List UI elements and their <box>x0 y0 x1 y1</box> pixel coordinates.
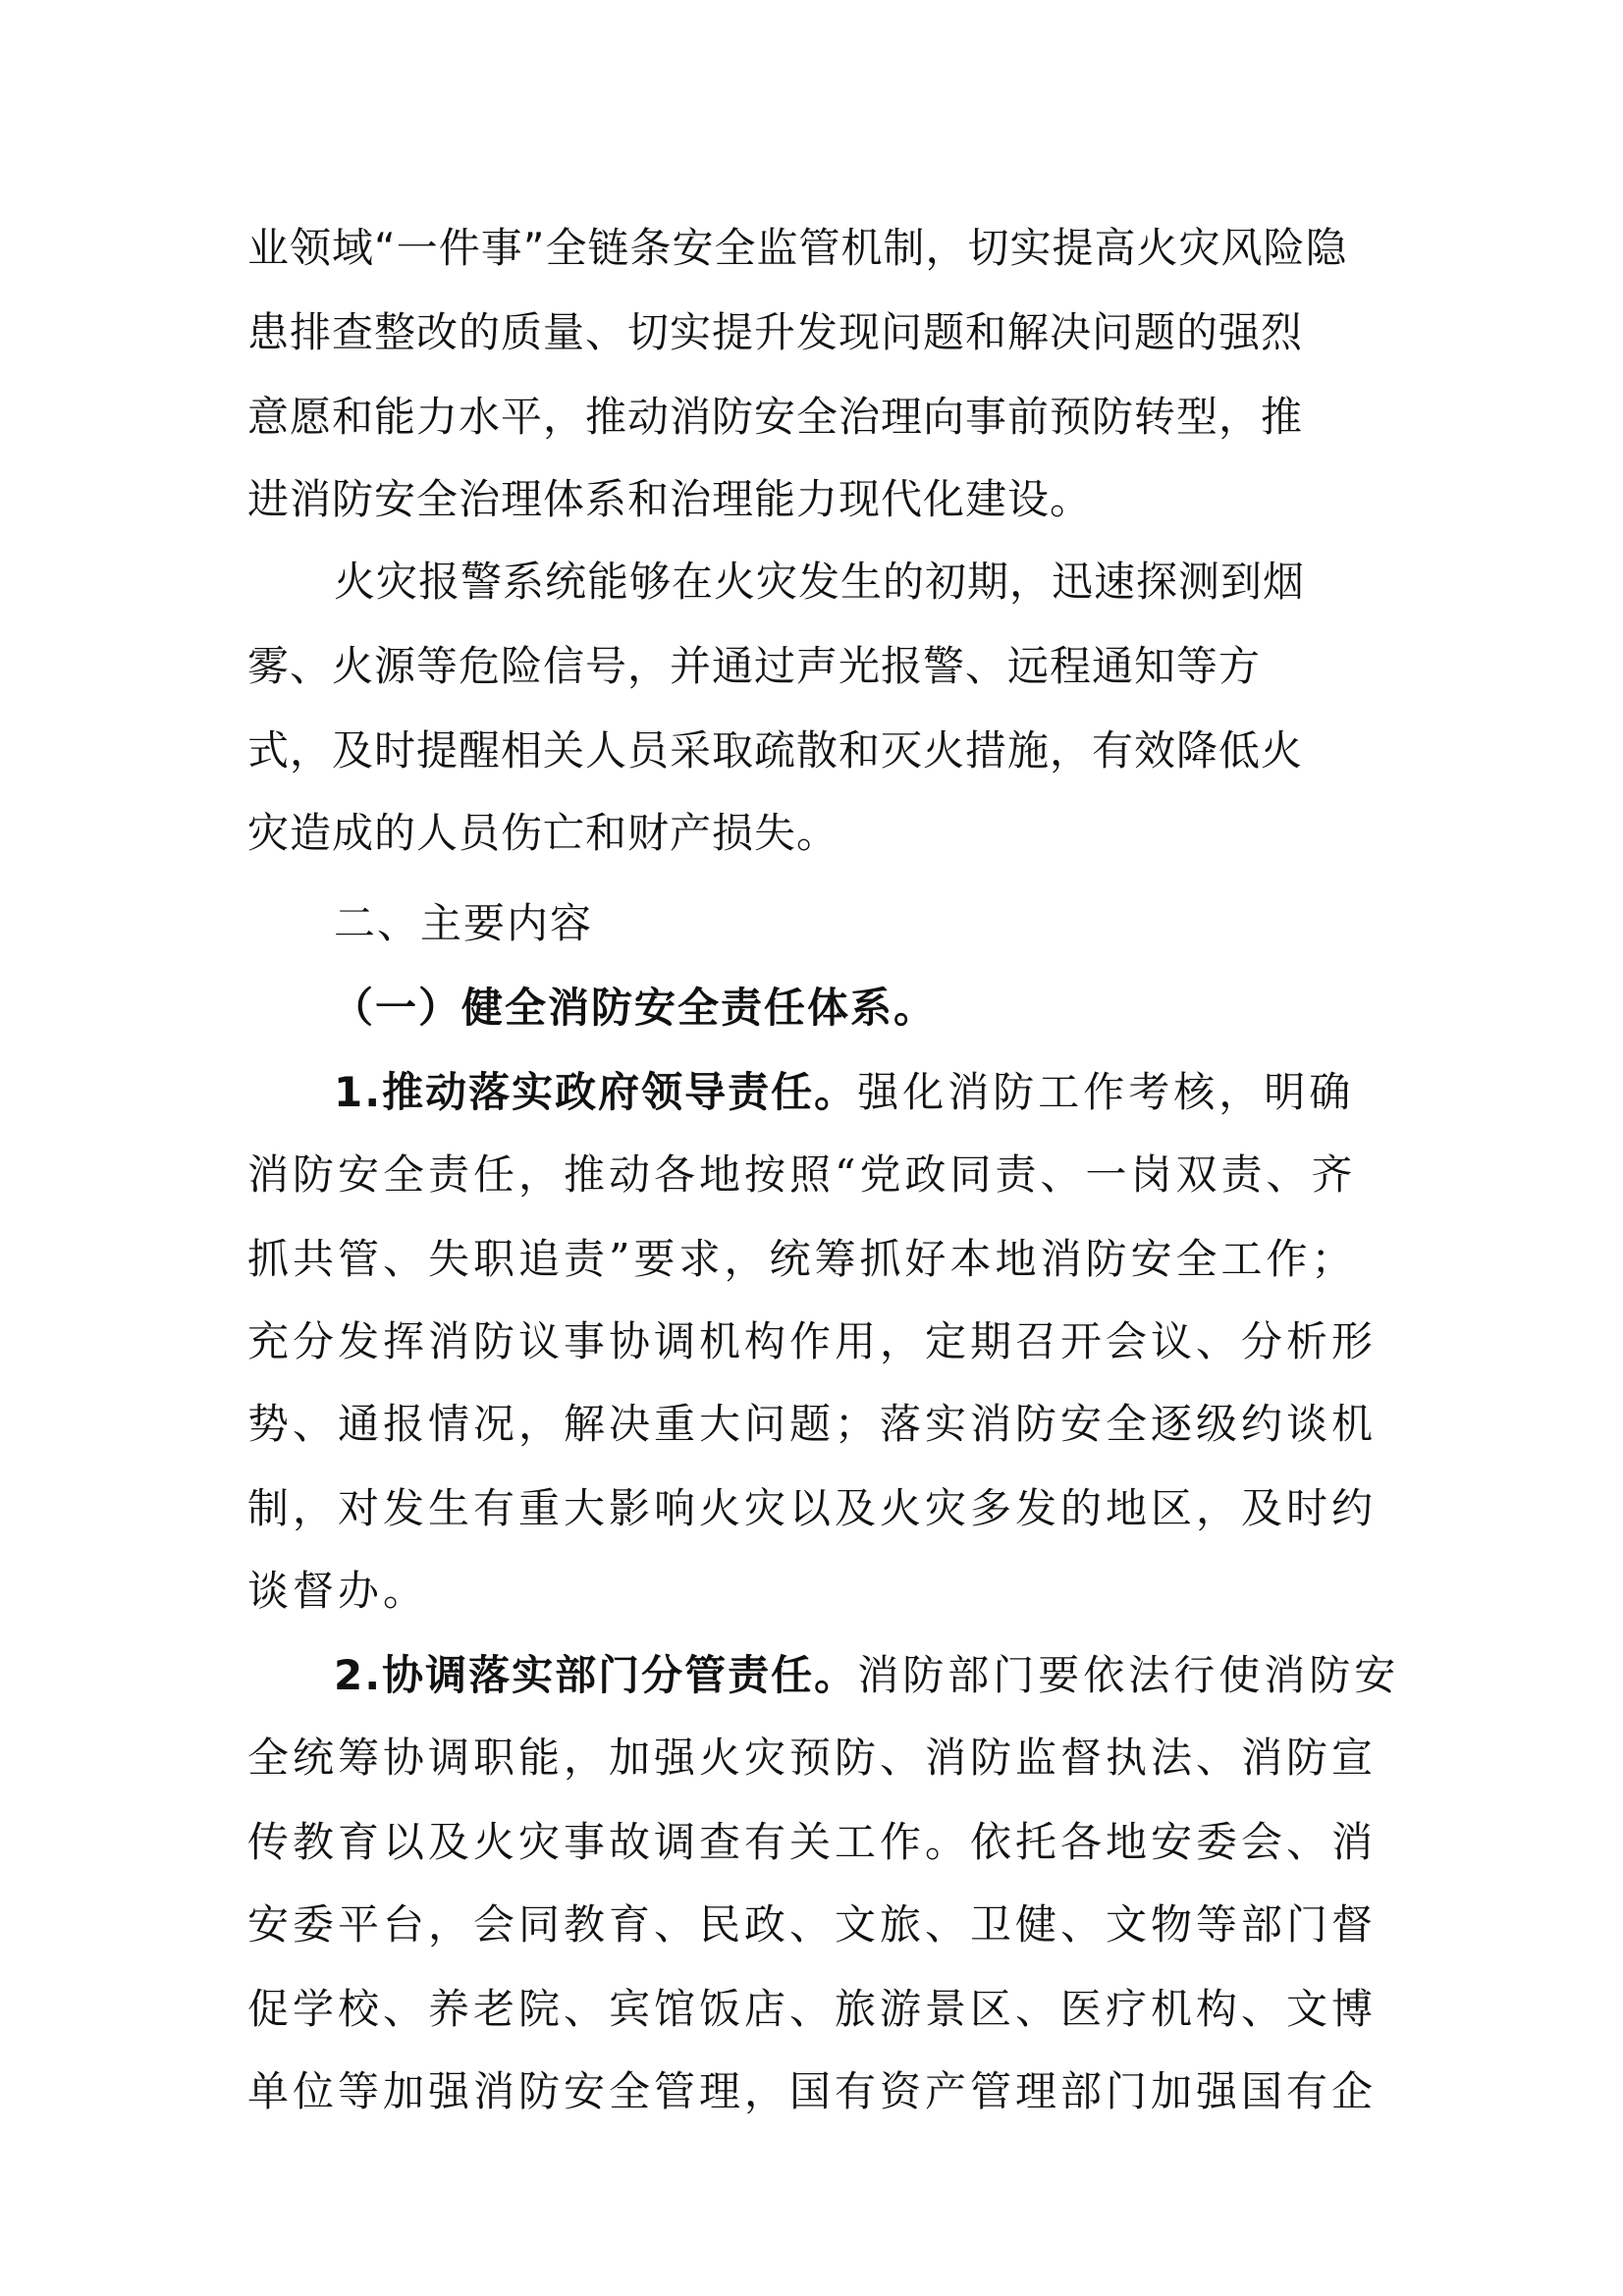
item1-line-7: 谈督办。 <box>247 1567 429 1615</box>
item1-line-6: 制，对发生有重大影响火灾以及火灾多发的地区，及时约 <box>247 1484 1378 1532</box>
item2-first-line-text: 消防部门要依法行使消防安 <box>857 1651 1400 1699</box>
item1-line-4: 充分发挥消防议事协调机构作用，定期召开会议、分析形 <box>247 1317 1378 1365</box>
alarm-line-3: 式，及时提醒相关人员采取疏散和灭火措施，有效降低火 <box>247 726 1304 774</box>
alarm-line-2: 雾、火源等危险信号，并通过声光报警、远程通知等方 <box>247 642 1262 690</box>
intro-line-4: 进消防安全治理体系和治理能力现代化建设。 <box>247 475 1093 523</box>
subsection-heading: （一）健全消防安全责任体系。 <box>332 984 938 1032</box>
item1-line-2: 消防安全责任，推动各地按照“党政同责、一岗双责、齐 <box>247 1150 1357 1199</box>
item1-line-5: 势、通报情况，解决重大问题；落实消防安全逐级约谈机 <box>247 1400 1378 1448</box>
item1-lead: 1.推动落实政府领导责任。 <box>334 1068 858 1116</box>
section-heading: 二、主要内容 <box>334 899 594 947</box>
item2-line-6: 单位等加强消防安全管理，国有资产管理部门加强国有企 <box>247 2067 1378 2115</box>
item1-first-line-text: 强化消防工作考核，明确 <box>857 1068 1355 1116</box>
alarm-line-1: 火灾报警系统能够在火灾发生的初期，迅速探测到烟 <box>334 558 1306 606</box>
item2-first-line <box>334 1651 1400 1699</box>
intro-line-1: 业领域“一件事”全链条安全监管机制，切实提高火灾风险隐 <box>247 224 1348 272</box>
item2-line-4: 安委平台，会同教育、民政、文旅、卫健、文物等部门督 <box>247 1900 1378 1949</box>
item1-line-3: 抓共管、失职追责”要求，统筹抓好本地消防安全工作； <box>247 1235 1357 1283</box>
item2-line-3: 传教育以及火灾事故调查有关工作。依托各地安委会、消 <box>247 1818 1378 1866</box>
intro-line-2: 患排查整改的质量、切实提升发现问题和解决问题的强烈 <box>247 308 1304 356</box>
alarm-line-4: 灾造成的人员伤亡和财产损失。 <box>247 809 839 857</box>
item2-line-5: 促学校、养老院、宾馆饭店、旅游景区、医疗机构、文博 <box>247 1985 1378 2033</box>
intro-line-3: 意愿和能力水平，推动消防安全治理向事前预防转型，推 <box>247 393 1304 441</box>
item2-line-2: 全统筹协调职能，加强火灾预防、消防监督执法、消防宣 <box>247 1734 1378 1782</box>
item2-lead: 2.协调落实部门分管责任。 <box>334 1651 858 1699</box>
item1-first-line <box>334 1068 1355 1116</box>
